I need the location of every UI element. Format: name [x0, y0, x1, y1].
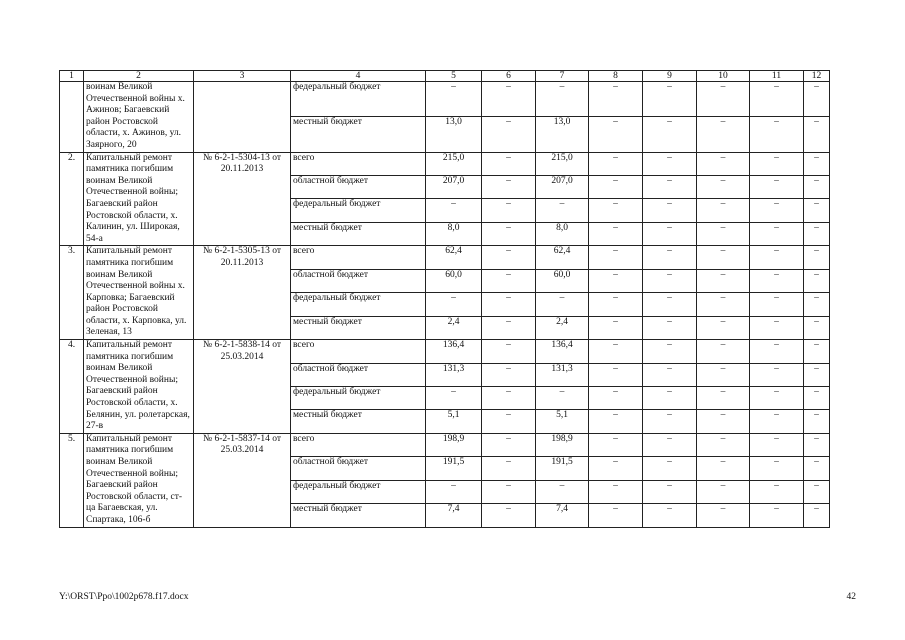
amount-cell: – — [536, 386, 589, 409]
amount-cell: – — [697, 199, 750, 222]
funding-source: местный бюджет — [291, 316, 426, 339]
amount-cell: – — [482, 152, 536, 175]
object-description: воинам Великой Отечественной войны х. Ажинов; Багаевский район Ростовской области, х. Ажинов, ул. Заярного, 20 — [84, 82, 194, 153]
amount-cell: 2,4 — [426, 316, 482, 339]
column-header: 3 — [194, 71, 291, 82]
column-header: 1 — [60, 71, 84, 82]
amount-cell: – — [643, 386, 697, 409]
amount-cell: 136,4 — [426, 340, 482, 363]
amount-cell: – — [804, 386, 830, 409]
column-header: 8 — [589, 71, 643, 82]
amount-cell: – — [804, 152, 830, 175]
row-number: 3. — [60, 246, 84, 340]
amount-cell: – — [589, 246, 643, 269]
funding-source: областной бюджет — [291, 269, 426, 292]
document-number: № 6-2-1-5837-14 от 25.03.2014 — [194, 433, 291, 527]
object-description: Капитальный ремонт памятника погибшим воинам Великой Отечественной войны; Багаевский район Ростовской области, х. Белянин, ул. ролетарская, 27-в — [84, 340, 194, 434]
funding-source: федеральный бюджет — [291, 386, 426, 409]
amount-cell: – — [750, 504, 804, 527]
amount-cell: – — [536, 293, 589, 316]
column-header: 2 — [84, 71, 194, 82]
amount-cell: – — [482, 222, 536, 245]
amount-cell: – — [750, 293, 804, 316]
amount-cell: – — [804, 293, 830, 316]
amount-cell: – — [750, 117, 804, 152]
amount-cell: – — [697, 386, 750, 409]
row-number: 5. — [60, 433, 84, 527]
amount-cell: – — [643, 504, 697, 527]
amount-cell: – — [643, 117, 697, 152]
amount-cell: – — [750, 386, 804, 409]
amount-cell: 2,4 — [536, 316, 589, 339]
amount-cell: – — [804, 504, 830, 527]
funding-source: местный бюджет — [291, 504, 426, 527]
amount-cell: – — [697, 457, 750, 480]
amount-cell: – — [804, 410, 830, 433]
funding-source: федеральный бюджет — [291, 293, 426, 316]
file-path: Y:\ORST\Ppo\1002p678.f17.docx — [59, 592, 189, 602]
amount-cell: – — [750, 269, 804, 292]
amount-cell: – — [589, 152, 643, 175]
document-number: № 6-2-1-5838-14 от 25.03.2014 — [194, 340, 291, 434]
amount-cell: – — [482, 386, 536, 409]
amount-cell: – — [482, 457, 536, 480]
row-number: 2. — [60, 152, 84, 246]
amount-cell: – — [804, 176, 830, 199]
amount-cell: – — [589, 199, 643, 222]
object-description: Капитальный ремонт памятника погибшим воинам Великой Отечественной войны х. Карповка; Багаевский район Ростовской области, х. Карповка, ул. Зеленая, 13 — [84, 246, 194, 340]
amount-cell: 207,0 — [426, 176, 482, 199]
amount-cell: 191,5 — [426, 457, 482, 480]
amount-cell: – — [697, 117, 750, 152]
amount-cell: 131,3 — [426, 363, 482, 386]
column-header: 4 — [291, 71, 426, 82]
amount-cell: 62,4 — [426, 246, 482, 269]
amount-cell: – — [426, 293, 482, 316]
table-row — [60, 152, 830, 175]
amount-cell: 198,9 — [426, 433, 482, 456]
funding-source: всего — [291, 340, 426, 363]
amount-cell: – — [643, 316, 697, 339]
document-number: № 6-2-1-5304-13 от 20.11.2013 — [194, 152, 291, 246]
amount-cell: – — [804, 82, 830, 117]
amount-cell: – — [426, 199, 482, 222]
amount-cell: – — [804, 363, 830, 386]
amount-cell: – — [804, 480, 830, 503]
amount-cell: – — [589, 386, 643, 409]
amount-cell: 60,0 — [426, 269, 482, 292]
table-row — [60, 340, 830, 363]
amount-cell: 62,4 — [536, 246, 589, 269]
amount-cell: 215,0 — [536, 152, 589, 175]
amount-cell: – — [589, 316, 643, 339]
amount-cell: – — [750, 82, 804, 117]
amount-cell: – — [482, 82, 536, 117]
page-number: 42 — [846, 592, 856, 602]
amount-cell: – — [643, 480, 697, 503]
amount-cell: – — [804, 340, 830, 363]
amount-cell: – — [643, 269, 697, 292]
amount-cell: – — [750, 410, 804, 433]
amount-cell: – — [589, 293, 643, 316]
amount-cell: – — [750, 340, 804, 363]
amount-cell: – — [589, 340, 643, 363]
amount-cell: 5,1 — [426, 410, 482, 433]
amount-cell: – — [750, 363, 804, 386]
table-row — [60, 82, 830, 117]
amount-cell: – — [536, 199, 589, 222]
funding-source: местный бюджет — [291, 410, 426, 433]
amount-cell: 13,0 — [536, 117, 589, 152]
funding-source: областной бюджет — [291, 457, 426, 480]
amount-cell: 8,0 — [426, 222, 482, 245]
amount-cell: – — [643, 457, 697, 480]
amount-cell: – — [482, 363, 536, 386]
amount-cell: – — [589, 269, 643, 292]
amount-cell: – — [426, 82, 482, 117]
amount-cell: 207,0 — [536, 176, 589, 199]
funding-source: федеральный бюджет — [291, 480, 426, 503]
funding-source: областной бюджет — [291, 363, 426, 386]
table-row — [60, 246, 830, 269]
amount-cell: 7,4 — [536, 504, 589, 527]
amount-cell: – — [750, 433, 804, 456]
amount-cell: – — [697, 363, 750, 386]
amount-cell: – — [482, 199, 536, 222]
amount-cell: – — [750, 199, 804, 222]
amount-cell: – — [750, 176, 804, 199]
amount-cell: – — [697, 340, 750, 363]
amount-cell: – — [697, 222, 750, 245]
amount-cell: 7,4 — [426, 504, 482, 527]
amount-cell: – — [643, 340, 697, 363]
document-number: № 6-2-1-5305-13 от 20.11.2013 — [194, 246, 291, 340]
amount-cell: – — [589, 410, 643, 433]
column-header: 10 — [697, 71, 750, 82]
amount-cell: – — [536, 480, 589, 503]
amount-cell: – — [750, 480, 804, 503]
amount-cell: – — [697, 152, 750, 175]
amount-cell: – — [426, 386, 482, 409]
amount-cell: – — [482, 246, 536, 269]
funding-source: всего — [291, 246, 426, 269]
amount-cell: – — [643, 246, 697, 269]
amount-cell: – — [643, 433, 697, 456]
amount-cell: – — [697, 293, 750, 316]
amount-cell: – — [697, 269, 750, 292]
amount-cell: – — [589, 457, 643, 480]
amount-cell: – — [804, 316, 830, 339]
amount-cell: – — [697, 433, 750, 456]
amount-cell: – — [697, 246, 750, 269]
amount-cell: – — [804, 433, 830, 456]
amount-cell: – — [482, 117, 536, 152]
amount-cell: – — [697, 480, 750, 503]
amount-cell: – — [643, 199, 697, 222]
funding-source: всего — [291, 433, 426, 456]
amount-cell: – — [697, 410, 750, 433]
funding-source: местный бюджет — [291, 222, 426, 245]
amount-cell: 5,1 — [536, 410, 589, 433]
amount-cell: – — [589, 480, 643, 503]
amount-cell: 191,5 — [536, 457, 589, 480]
amount-cell: – — [482, 480, 536, 503]
amount-cell: – — [750, 246, 804, 269]
object-description: Капитальный ремонт памятника погибшим воинам Великой Отечественной войны; Багаевский район Ростовской области, х. Калинин, ул. Широкая, 54-а — [84, 152, 194, 246]
amount-cell: – — [804, 222, 830, 245]
funding-source: федеральный бюджет — [291, 199, 426, 222]
amount-cell: – — [482, 176, 536, 199]
amount-cell: – — [697, 504, 750, 527]
row-number: 4. — [60, 340, 84, 434]
amount-cell: – — [643, 222, 697, 245]
amount-cell: – — [482, 433, 536, 456]
amount-cell: – — [643, 293, 697, 316]
amount-cell: – — [482, 293, 536, 316]
amount-cell: – — [482, 340, 536, 363]
table-row — [60, 433, 830, 456]
amount-cell: – — [804, 199, 830, 222]
amount-cell: – — [643, 82, 697, 117]
amount-cell: – — [750, 222, 804, 245]
document-number — [194, 82, 291, 153]
column-header: 6 — [482, 71, 536, 82]
amount-cell: 13,0 — [426, 117, 482, 152]
funding-source: федеральный бюджет — [291, 82, 426, 117]
amount-cell: – — [482, 269, 536, 292]
amount-cell: 136,4 — [536, 340, 589, 363]
amount-cell: – — [589, 82, 643, 117]
funding-source: местный бюджет — [291, 117, 426, 152]
amount-cell: – — [589, 363, 643, 386]
amount-cell: – — [804, 246, 830, 269]
column-header: 7 — [536, 71, 589, 82]
funding-source: всего — [291, 152, 426, 175]
column-header: 12 — [804, 71, 830, 82]
amount-cell: – — [589, 504, 643, 527]
row-number — [60, 82, 84, 153]
amount-cell: – — [482, 504, 536, 527]
amount-cell: – — [536, 82, 589, 117]
amount-cell: – — [697, 316, 750, 339]
amount-cell: – — [750, 152, 804, 175]
amount-cell: – — [589, 117, 643, 152]
column-header: 5 — [426, 71, 482, 82]
budget-table — [59, 70, 830, 528]
amount-cell: – — [589, 176, 643, 199]
column-header: 9 — [643, 71, 697, 82]
amount-cell: 60,0 — [536, 269, 589, 292]
amount-cell: – — [804, 457, 830, 480]
amount-cell: – — [804, 269, 830, 292]
amount-cell: – — [643, 152, 697, 175]
amount-cell: – — [697, 82, 750, 117]
amount-cell: – — [697, 176, 750, 199]
amount-cell: 8,0 — [536, 222, 589, 245]
amount-cell: – — [804, 117, 830, 152]
amount-cell: – — [643, 363, 697, 386]
amount-cell: – — [589, 222, 643, 245]
amount-cell: – — [750, 457, 804, 480]
object-description: Капитальный ремонт памятника погибшим воинам Великой Отечественной войны; Багаевский район Ростовской области, ст-ца Багаевская, ул. Спартака, 106-б — [84, 433, 194, 527]
funding-source: областной бюджет — [291, 176, 426, 199]
amount-cell: 215,0 — [426, 152, 482, 175]
amount-cell: 198,9 — [536, 433, 589, 456]
amount-cell: – — [643, 410, 697, 433]
amount-cell: – — [750, 316, 804, 339]
amount-cell: – — [643, 176, 697, 199]
column-header: 11 — [750, 71, 804, 82]
amount-cell: – — [426, 480, 482, 503]
amount-cell: 131,3 — [536, 363, 589, 386]
amount-cell: – — [482, 316, 536, 339]
amount-cell: – — [482, 410, 536, 433]
amount-cell: – — [589, 433, 643, 456]
header-row — [60, 71, 830, 82]
